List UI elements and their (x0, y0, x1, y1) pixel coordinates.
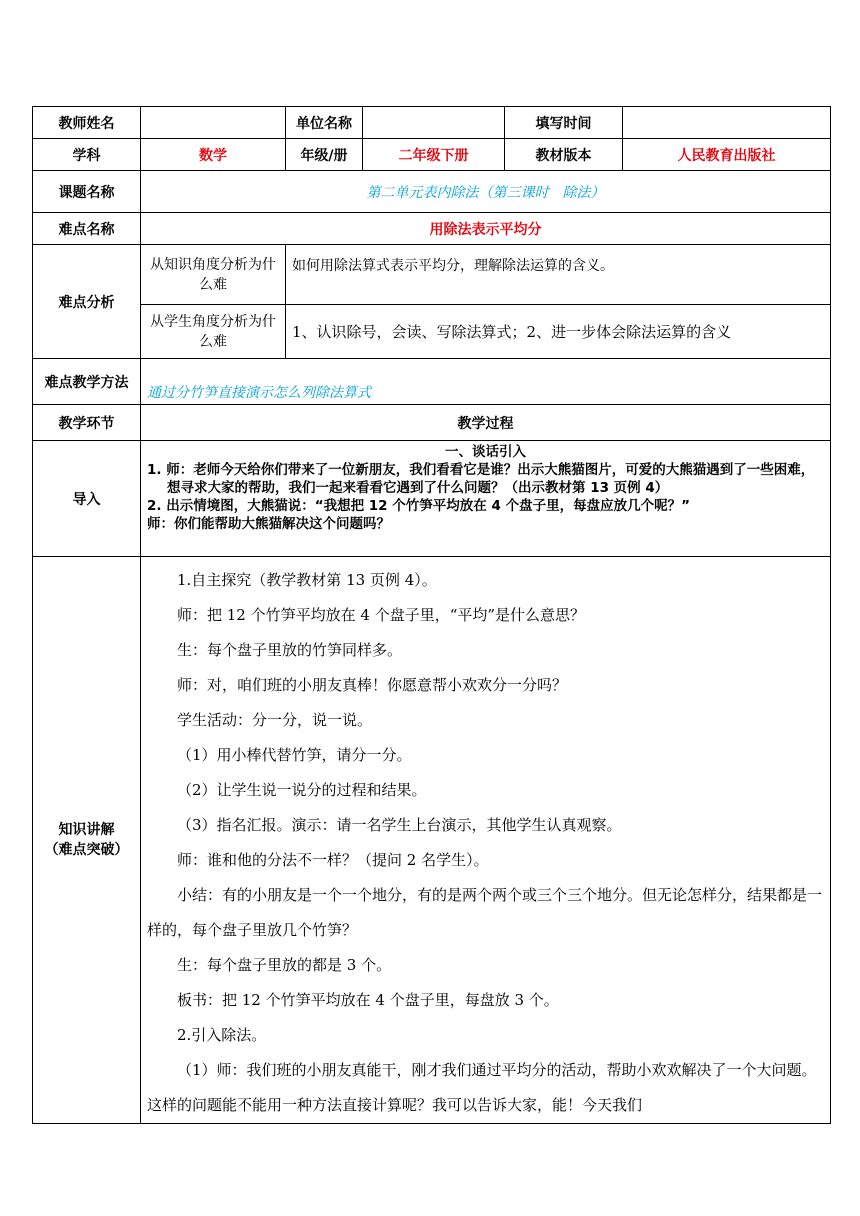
lesson-plan-table (32, 106, 831, 1124)
knowledge-angle-label: 从知识角度分析为什么难 (141, 245, 286, 305)
intro-content (141, 441, 831, 557)
intro-label: 导入 (33, 441, 141, 557)
row-knowledge (33, 557, 831, 1124)
method-value: 通过分竹笋直接演示怎么列除法算式 (141, 359, 831, 405)
row-subject (33, 139, 831, 171)
body-paragraph: 2.引入除法。 (177, 1026, 267, 1044)
row-stage-header (33, 405, 831, 441)
teacher-name-label: 教师姓名 (33, 107, 141, 139)
process-label: 教学过程 (141, 405, 831, 441)
student-angle-label: 从学生角度分析为什么难 (141, 305, 286, 359)
fill-time-value (623, 107, 831, 139)
unit-name-label: 单位名称 (286, 107, 363, 139)
knowledge-label-line-1: 知识讲解 (58, 822, 115, 838)
body-paragraph: 1.自主探究（教学教材第 13 页例 4）。 (177, 571, 437, 589)
intro-line-1: 1. 师：老师今天给你们带来了一位新朋友，我们看看它是谁？出示大熊猫图片，可爱的大熊猫遇到了一些困难，想寻求大家的帮助，我们一起来看看它遇到了什么问题？（出示教材第 13 页例 4） (147, 462, 815, 496)
grade-value: 二年级下册 (363, 139, 505, 171)
body-paragraph: 师：对，咱们班的小朋友真棒！你愿意帮小欢欢分一分吗？ (177, 676, 568, 694)
teacher-name-value (141, 107, 286, 139)
knowledge-label (33, 557, 141, 1124)
unit-name-value (363, 107, 505, 139)
body-paragraph: （1）用小棒代替竹笋，请分一分。 (177, 746, 412, 764)
row-analysis-knowledge (33, 245, 831, 305)
row-difficulty (33, 213, 831, 245)
knowledge-angle-value: 如何用除法算式表示平均分，理解除法运算的含义。 (286, 245, 831, 305)
edition-label: 教材版本 (505, 139, 623, 171)
row-topic (33, 171, 831, 213)
body-paragraph: 板书：把 12 个竹笋平均放在 4 个盘子里，每盘放 3 个。 (177, 991, 559, 1009)
body-paragraph: （2）让学生说一说分的过程和结果。 (177, 781, 427, 799)
body-paragraph: 师：谁和他的分法不一样？（提问 2 名学生）。 (177, 851, 489, 869)
fill-time-label: 填写时间 (505, 107, 623, 139)
body-paragraph: 生：每个盘子里放的竹笋同样多。 (177, 641, 403, 659)
body-paragraph: 学生活动：分一分，说一说。 (177, 711, 373, 729)
student-angle-value: 1、认识除号，会读、写除法算式；2、进一步体会除法运算的含义 (286, 305, 831, 359)
body-paragraph: 师：把 12 个竹笋平均放在 4 个盘子里，“平均”是什么意思？ (177, 606, 586, 624)
body-paragraph: （1）师：我们班的小朋友真能干，刚才我们通过平均分的活动，帮助小欢欢解决了一个大问题。这样的问题能不能用一种方法直接计算呢？我可以告诉大家，能！今天我们 (147, 1061, 817, 1114)
grade-label: 年级/册 (286, 139, 363, 171)
topic-label: 课题名称 (33, 171, 141, 213)
difficulty-value: 用除法表示平均分 (141, 213, 831, 245)
body-paragraph: （3）指名汇报。演示：请一名学生上台演示，其他学生认真观察。 (177, 816, 622, 834)
intro-title: 一、谈话引入 (445, 444, 526, 460)
body-paragraph: 生：每个盘子里放的都是 3 个。 (177, 956, 392, 974)
stage-label: 教学环节 (33, 405, 141, 441)
row-teacher (33, 107, 831, 139)
intro-line-3: 师：你们能帮助大熊猫解决这个问题吗？ (147, 516, 390, 532)
row-analysis-student (33, 305, 831, 359)
knowledge-label-line-2: （难点突破） (44, 842, 129, 858)
analysis-label: 难点分析 (33, 245, 141, 359)
knowledge-content (141, 557, 831, 1124)
row-method (33, 359, 831, 405)
subject-value: 数学 (141, 139, 286, 171)
intro-line-2: 2. 出示情境图，大熊猫说：“我想把 12 个竹笋平均放在 4 个盘子里，每盘应放几个呢？” (147, 498, 690, 514)
subject-label: 学科 (33, 139, 141, 171)
body-paragraph: 小结：有的小朋友是一个一个地分，有的是两个两个或三个三个地分。但无论怎样分，结果都是一样的，每个盘子里放几个竹笋？ (147, 886, 823, 939)
row-intro (33, 441, 831, 557)
difficulty-label: 难点名称 (33, 213, 141, 245)
edition-value: 人民教育出版社 (623, 139, 831, 171)
topic-value: 第二单元表内除法（第三课时 除法） (141, 171, 831, 213)
method-label: 难点教学方法 (33, 359, 141, 405)
